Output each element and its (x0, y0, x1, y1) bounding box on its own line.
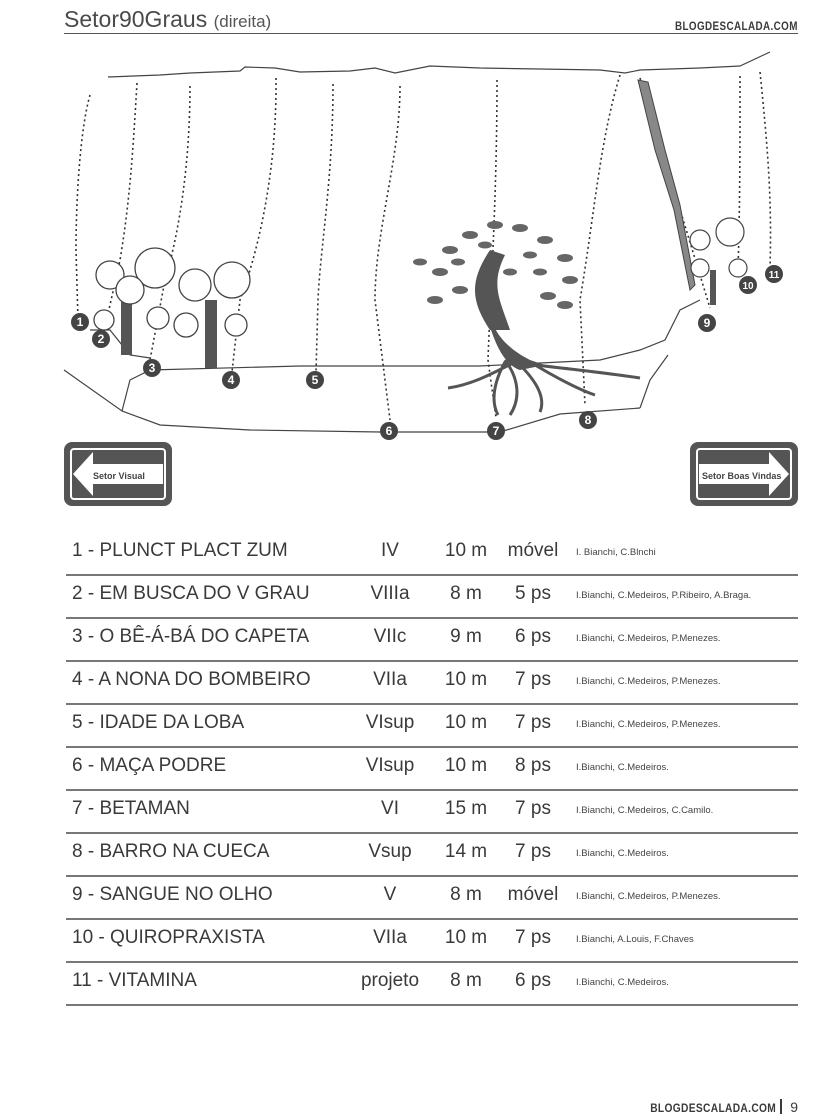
route-markers (71, 265, 783, 440)
route-line-6 (375, 86, 400, 420)
route-protection: móvel (507, 884, 559, 905)
route-grade: IV (381, 540, 399, 561)
route-marker-4 (222, 371, 240, 389)
route-name: 2 - EM BUSCA DO V GRAU (72, 583, 310, 604)
svg-text:9: 9 (703, 316, 711, 330)
route-authors: I.Bianchi, C.Medeiros, P.Menezes. (576, 719, 721, 730)
route-marker-7 (487, 422, 505, 440)
cliff-top-line (108, 52, 770, 77)
route-protection: móvel (507, 540, 559, 561)
svg-text:6: 6 (385, 424, 393, 438)
route-row (66, 534, 798, 576)
route-marker-5 (306, 371, 324, 389)
route-authors: I.Bianchi, C.Medeiros. (576, 977, 669, 988)
route-marker-11 (765, 265, 783, 283)
sign-setor-boas-vindas[interactable] (690, 442, 798, 506)
svg-text:7: 7 (492, 424, 500, 438)
route-length: 10 m (444, 927, 488, 948)
route-row (66, 749, 798, 791)
route-name: 10 - QUIROPRAXISTA (72, 927, 265, 948)
route-length: 10 m (444, 755, 488, 776)
route-authors: I.Bianchi, C.Medeiros, C.Camilo. (576, 805, 714, 816)
route-grade: VIIa (373, 927, 407, 948)
page-number: 9 (790, 1099, 798, 1115)
svg-text:8: 8 (584, 413, 592, 427)
route-line-11 (760, 72, 771, 268)
route-name: 3 - O BÊ-Á-BÁ DO CAPETA (72, 626, 310, 647)
route-protection: 7 ps (515, 798, 551, 819)
route-marker-6 (380, 422, 398, 440)
svg-text:3: 3 (148, 361, 156, 375)
route-length: 8 m (450, 583, 482, 604)
route-row (66, 620, 798, 662)
route-marker-3 (143, 359, 161, 377)
route-line-1 (76, 95, 90, 320)
sign-left-label: Setor Visual (93, 471, 145, 481)
route-marker-1 (71, 313, 89, 331)
route-length: 10 m (444, 712, 488, 733)
route-row (66, 921, 798, 963)
route-protection: 7 ps (515, 927, 551, 948)
route-row (66, 878, 798, 920)
route-protection: 6 ps (515, 970, 551, 991)
route-authors: I. Bianchi, C.Blnchi (576, 547, 656, 558)
routes-table (66, 534, 798, 1006)
route-authors: I.Bianchi, C.Medeiros, P.Ribeiro, A.Braga. (576, 590, 752, 601)
route-authors: I.Bianchi, C.Medeiros, P.Menezes. (576, 891, 721, 902)
route-name: 9 - SANGUE NO OLHO (72, 884, 273, 905)
route-grade: V (383, 884, 397, 905)
left-trees (94, 248, 250, 368)
route-grade: Vsup (368, 841, 412, 862)
route-length: 15 m (444, 798, 488, 819)
route-marker-2 (92, 330, 110, 348)
route-length: 8 m (450, 970, 482, 991)
route-grade: VIIIa (370, 583, 410, 604)
route-marker-10 (739, 276, 757, 294)
sign-setor-visual[interactable] (64, 442, 172, 506)
footer-brand: BLOGDESCALADA.COM (650, 1101, 777, 1115)
route-name: 11 - VITAMINA (72, 970, 197, 991)
route-authors: I.Bianchi, C.Medeiros, P.Menezes. (576, 676, 721, 687)
route-length: 10 m (444, 669, 488, 690)
topo-drawing (0, 40, 840, 440)
route-length: 10 m (444, 540, 488, 561)
svg-text:5: 5 (311, 373, 319, 387)
svg-text:10: 10 (742, 281, 754, 292)
route-line-5 (316, 84, 333, 372)
route-grade: VIsup (365, 755, 415, 776)
route-row (66, 835, 798, 877)
crack-shading (638, 80, 695, 290)
svg-text:2: 2 (97, 332, 105, 346)
svg-text:1: 1 (76, 315, 84, 329)
route-length: 14 m (444, 841, 488, 862)
right-tree (690, 218, 747, 305)
header-brand: BLOGDESCALADA.COM (675, 19, 798, 33)
route-name: 4 - A NONA DO BOMBEIRO (72, 669, 311, 690)
svg-text:4: 4 (227, 373, 235, 387)
route-authors: I.Bianchi, C.Medeiros. (576, 848, 669, 859)
route-authors: I.Bianchi, C.Medeiros, P.Menezes. (576, 633, 721, 644)
route-length: 9 m (450, 626, 482, 647)
route-grade: projeto (360, 970, 420, 991)
route-name: 7 - BETAMAN (72, 798, 190, 819)
route-line-7 (488, 80, 497, 418)
route-name: 5 - IDADE DA LOBA (72, 712, 245, 733)
route-line-8 (580, 75, 620, 405)
route-name: 8 - BARRO NA CUECA (72, 841, 270, 862)
route-grade: VIIc (373, 626, 407, 647)
right-wall-line (640, 355, 668, 408)
route-row (66, 706, 798, 748)
page-title (64, 6, 271, 33)
route-row (66, 577, 798, 619)
route-protection: 6 ps (515, 626, 551, 647)
route-grade: VIsup (365, 712, 415, 733)
page-footer (628, 1099, 798, 1115)
route-protection: 8 ps (515, 755, 551, 776)
route-name: 6 - MAÇA PODRE (72, 755, 227, 776)
title-divider (64, 33, 798, 34)
sector-side: (direita) (213, 12, 272, 31)
route-marker-8 (579, 411, 597, 429)
route-length: 8 m (450, 884, 482, 905)
route-row (66, 663, 798, 705)
footer-divider (780, 1099, 782, 1114)
sign-right-label: Setor Boas Vindas (702, 471, 782, 481)
route-marker-9 (698, 314, 716, 332)
svg-text:11: 11 (768, 270, 780, 281)
route-name: 1 - PLUNCT PLACT ZUM (72, 540, 288, 561)
route-protection: 7 ps (515, 712, 551, 733)
route-grade: VI (381, 798, 399, 819)
route-grade: VIIa (373, 669, 407, 690)
central-tree (413, 221, 640, 415)
ground-line (64, 370, 640, 432)
route-row (66, 792, 798, 834)
route-protection: 7 ps (515, 841, 551, 862)
sector-name: Setor90Graus (64, 6, 208, 32)
route-protection: 7 ps (515, 669, 551, 690)
route-row (66, 964, 798, 1006)
route-protection: 5 ps (515, 583, 551, 604)
route-authors: I.Bianchi, A.Louis, F.Chaves (576, 934, 694, 945)
route-authors: I.Bianchi, C.Medeiros. (576, 762, 669, 773)
